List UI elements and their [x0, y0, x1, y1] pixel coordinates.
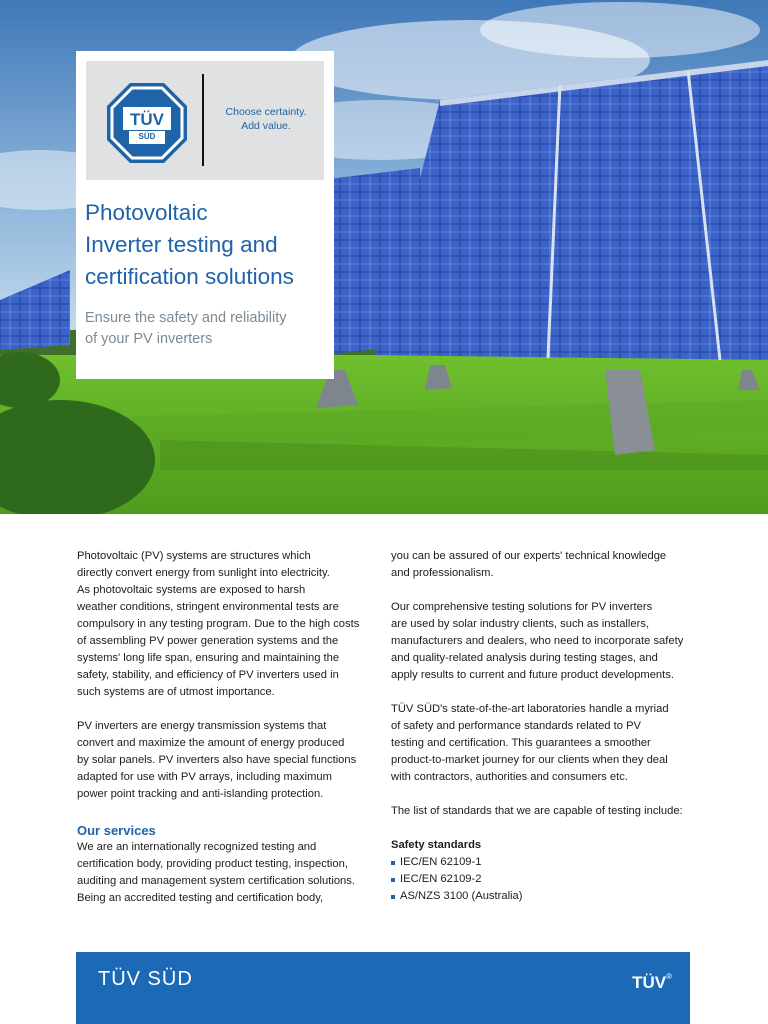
solutions-paragraph: Our comprehensive testing solutions for PV inverters are used by solar industry clients, such as installers, manufacturers and dealers, who need to incorporate safety and quality-related analysis during testing stages, and apply results to current and future product developments. [391, 601, 684, 681]
document-title [85, 197, 330, 293]
title-card [76, 51, 334, 379]
logo-panel [86, 61, 324, 180]
tagline-line-1: Choose certainty. [225, 106, 307, 118]
footer-band [76, 952, 690, 1024]
title-line: Inverter testing and [85, 232, 278, 257]
title-line: certification solutions [85, 264, 294, 289]
document-subtitle [85, 308, 330, 350]
tagline-line-2: Add value. [241, 120, 291, 132]
title-line: Photovoltaic [85, 200, 208, 225]
subtitle-line: of your PV inverters [85, 331, 213, 347]
bullet-square-icon [391, 878, 395, 882]
inverter-paragraph: PV inverters are energy transmission systems that convert and maximize the amount of energy produced by solar panels. PV inverters also have special functions adapted for use with PV arrays, including maximum power point tracking and anti-islanding protection. [77, 720, 357, 800]
standards-list [391, 854, 696, 905]
logo-text-top: TÜV [130, 110, 164, 129]
our-services-heading: Our services [77, 823, 156, 838]
tagline [214, 105, 318, 133]
standards-intro-paragraph: The list of standards that we are capable of testing include: [391, 805, 683, 817]
list-item: IEC/EN 62109-1 [391, 854, 696, 871]
subtitle-line: Ensure the safety and reliability [85, 310, 287, 326]
right-column [391, 548, 696, 905]
list-item: AS/NZS 3100 (Australia) [391, 888, 696, 905]
list-item: IEC/EN 62109-2 [391, 871, 696, 888]
bullet-square-icon [391, 861, 395, 865]
bullet-square-icon [391, 895, 395, 899]
logo-text-bottom: SÜD [138, 132, 156, 141]
left-column [77, 548, 377, 924]
intro-paragraph: Photovoltaic (PV) systems are structures which directly convert energy from sunlight into electricity. As photovoltaic systems are exposed to harsh weather conditions, stringent environmental tests are compulsory in any testing program. Due to the high costs of assembling PV power generation systems and the systems' long life span, ensuring and maintaining the safety, stability, and efficiency of PV inverters used in such systems are of utmost importance. [77, 550, 360, 698]
logo-divider [202, 74, 204, 166]
safety-standards-heading: Safety standards [391, 839, 482, 851]
footer-tuv-mark: TÜV® [632, 972, 672, 992]
footer-brand-text: TÜV SÜD [98, 968, 193, 990]
expertise-paragraph: you can be assured of our experts' technical knowledge and professionalism. [391, 550, 667, 579]
services-paragraph: We are an internationally recognized testing and certification body, providing product testing, inspection, auditing and management system certification solutions. Being an accredited testing and certification body, [77, 841, 355, 904]
laboratories-paragraph: TÜV SÜD's state-of-the-art laboratories handle a myriad of safety and performance standards related to PV testing and certification. This guarantees a smoother product-to-market journey for our clients when they deal with contractors, authorities and consumers etc. [391, 703, 669, 783]
